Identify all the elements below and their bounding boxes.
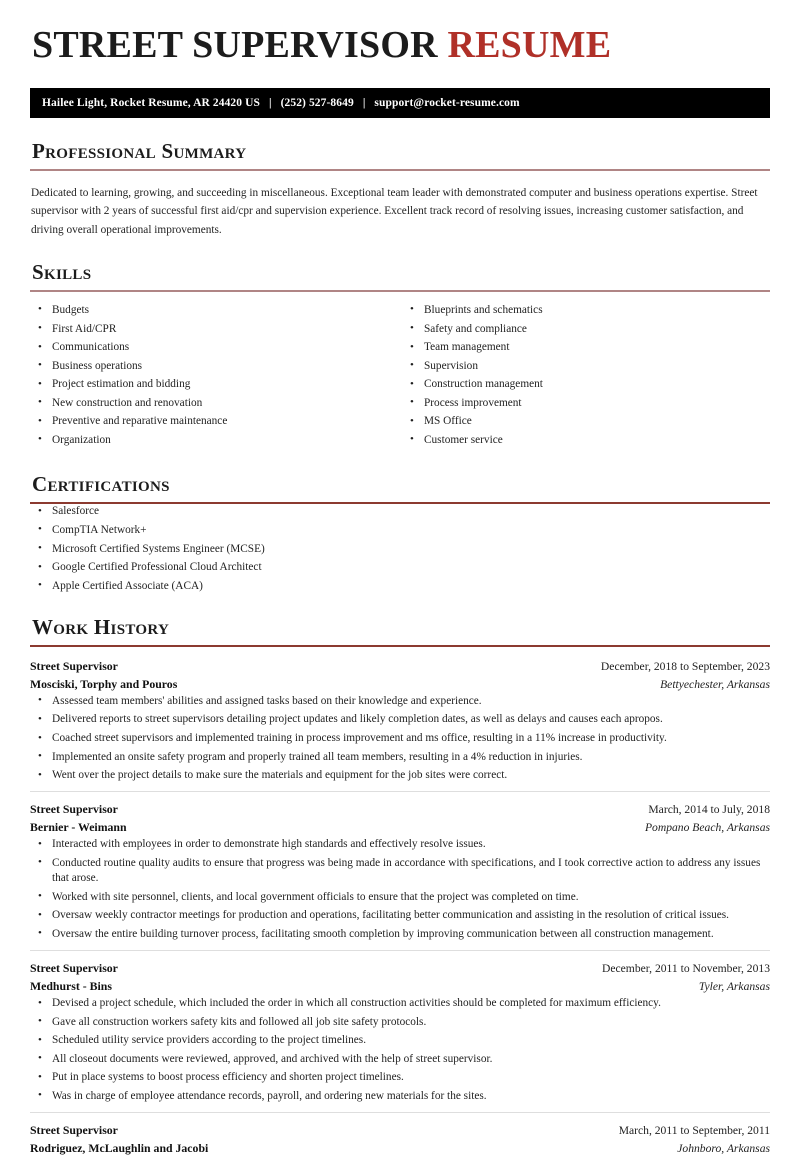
job-entry <box>30 950 770 1104</box>
list-item: • Delivered reports to street supervisors detailing project updates and likely completion dates, as well as delays and causes each apropos. <box>30 712 770 727</box>
list-item: • Apple Certified Associate (ACA) <box>30 579 770 594</box>
skills-columns <box>30 303 770 451</box>
job-header-row <box>30 960 770 978</box>
list-item: • Salesforce <box>30 504 770 519</box>
job-title: Street Supervisor <box>30 1123 118 1138</box>
list-item: • Devised a project schedule, which included the order in which all construction activities should be completed for maximum efficiency. <box>30 996 770 1011</box>
list-item: • Put in place systems to boost process efficiency and shorten project timelines. <box>30 1070 770 1085</box>
job-title: Street Supervisor <box>30 802 118 817</box>
contact-separator-2: | <box>362 96 366 109</box>
list-item: • Coached street supervisors and implemented training in process improvement and ms office, resulting in a 11% increase in productivity. <box>30 731 770 746</box>
list-item: • Worked with site personnel, clients, and local government officials to ensure that the project was completed on time. <box>30 890 770 905</box>
skills-column-left <box>30 303 400 451</box>
list-item: • Oversaw the entire building turnover process, facilitating smooth completion by improving communication between all construction management. <box>30 927 770 942</box>
skills-list-left <box>30 303 400 448</box>
list-item: • Blueprints and schematics <box>402 303 770 318</box>
section-divider-summary <box>30 169 770 171</box>
skills-column-right <box>400 303 770 451</box>
page-title-accent: RESUME <box>447 24 612 66</box>
job-header-row <box>30 658 770 676</box>
job-location: Pompano Beach, Arkansas <box>644 821 770 835</box>
work-history-entries <box>30 647 770 1158</box>
job-subheader-row <box>30 676 770 694</box>
list-item: • MS Office <box>402 414 770 429</box>
job-dates: March, 2014 to July, 2018 <box>648 803 770 817</box>
job-company: Medhurst - Bins <box>30 979 112 994</box>
list-item: • New construction and renovation <box>30 396 400 411</box>
list-item: • Gave all construction workers safety kits and followed all job site safety protocols. <box>30 1015 770 1030</box>
list-item: • Preventive and reparative maintenance <box>30 414 400 429</box>
contact-email[interactable]: support@rocket-resume.com <box>374 96 520 109</box>
list-item: • Process improvement <box>402 396 770 411</box>
contact-name-address: Hailee Light, Rocket Resume, AR 24420 US <box>42 96 261 109</box>
section-work-history <box>30 616 770 1158</box>
list-item: • First Aid/CPR <box>30 322 400 337</box>
job-subheader-row <box>30 978 770 996</box>
list-item: • Oversaw weekly contractor meetings for production and operations, facilitating better communication and assisting in the resolution of critical issues. <box>30 908 770 923</box>
summary-text: Dedicated to learning, growing, and succeeding in miscellaneous. Exceptional team leader with demonstrated computer and business operations expertise. Street supervisor with 2 years of successful first aid/cpr and supervision experience. Excellent track record of resolving issues, increasing customer satisfaction, and driving overall operational improvements. <box>31 186 758 236</box>
job-entry <box>30 647 770 783</box>
list-item: • Implemented an onsite safety program and properly trained all team members, resulting in a 4% reduction in injuries. <box>30 750 770 765</box>
job-company: Mosciski, Torphy and Pouros <box>30 677 178 691</box>
list-item: • Google Certified Professional Cloud Architect <box>30 560 770 575</box>
list-item: • Supervision <box>402 359 770 374</box>
list-item: • Organization <box>30 433 400 448</box>
list-item: • Safety and compliance <box>402 322 770 337</box>
contact-phone[interactable]: (252) 527-8649 <box>280 96 354 109</box>
list-item: • Team management <box>402 340 770 355</box>
section-heading-work-history: Work History <box>32 614 170 639</box>
list-item: • Microsoft Certified Systems Engineer (MCSE) <box>30 542 770 557</box>
list-item: • Budgets <box>30 303 400 318</box>
list-item: • Construction management <box>402 377 770 392</box>
list-item: • CompTIA Network+ <box>30 523 770 538</box>
list-item: • Went over the project details to make sure the materials and equipment for the job sites were correct. <box>30 768 770 783</box>
section-skills <box>30 261 770 451</box>
list-item: • Customer service <box>402 433 770 448</box>
contact-separator-1: | <box>269 96 272 109</box>
job-subheader-row <box>30 819 770 837</box>
list-item: • Project estimation and bidding <box>30 377 400 392</box>
job-entry <box>30 791 770 942</box>
list-item: • Scheduled utility service providers according to the project timelines. <box>30 1033 770 1048</box>
job-company: Bernier - Weimann <box>30 820 127 835</box>
job-bullets <box>30 837 770 942</box>
job-subheader-row <box>30 1140 770 1158</box>
page-title-main: STREET SUPERVISOR <box>32 24 438 66</box>
job-dates: March, 2011 to September, 2011 <box>618 1124 770 1138</box>
list-item: • All closeout documents were reviewed, approved, and archived with the help of street supervisor. <box>30 1052 770 1067</box>
section-heading-summary: Professional Summary <box>32 138 247 163</box>
list-item: • Interacted with employees in order to demonstrate high standards and effectively resolve issues. <box>30 837 770 852</box>
job-dates: December, 2011 to November, 2013 <box>602 962 770 976</box>
list-item: • Conducted routine quality audits to ensure that progress was being made in accordance with specifications, and I took corrective action to address any issues that arose. <box>30 856 770 887</box>
certifications-list <box>30 504 770 594</box>
job-title: Street Supervisor <box>30 659 118 674</box>
job-bullets <box>30 996 770 1104</box>
section-certifications <box>30 473 770 594</box>
job-location: Tyler, Arkansas <box>698 980 770 994</box>
job-dates: December, 2018 to September, 2023 <box>600 660 770 674</box>
list-item: • Communications <box>30 340 400 355</box>
section-divider-skills <box>30 290 770 292</box>
section-professional-summary <box>30 140 770 239</box>
job-entry <box>30 1112 770 1158</box>
section-heading-certifications: Certifications <box>32 472 170 497</box>
job-bullets <box>30 694 770 784</box>
job-title: Street Supervisor <box>30 961 118 976</box>
page-title <box>32 26 770 66</box>
job-location: Johnboro, Arkansas <box>677 1142 770 1156</box>
section-heading-skills: Skills <box>32 259 92 284</box>
job-header-row <box>30 801 770 819</box>
list-item: • Assessed team members' abilities and assigned tasks based on their knowledge and experience. <box>30 694 770 709</box>
job-header-row <box>30 1122 770 1140</box>
job-company: Rodriguez, McLaughlin and Jacobi <box>30 1141 209 1156</box>
list-item: • Was in charge of employee attendance records, payroll, and ordering new materials for the sites. <box>30 1089 770 1104</box>
list-item: • Business operations <box>30 359 400 374</box>
job-location: Bettyechester, Arkansas <box>660 678 770 691</box>
skills-list-right <box>402 303 770 448</box>
contact-bar <box>30 88 770 118</box>
